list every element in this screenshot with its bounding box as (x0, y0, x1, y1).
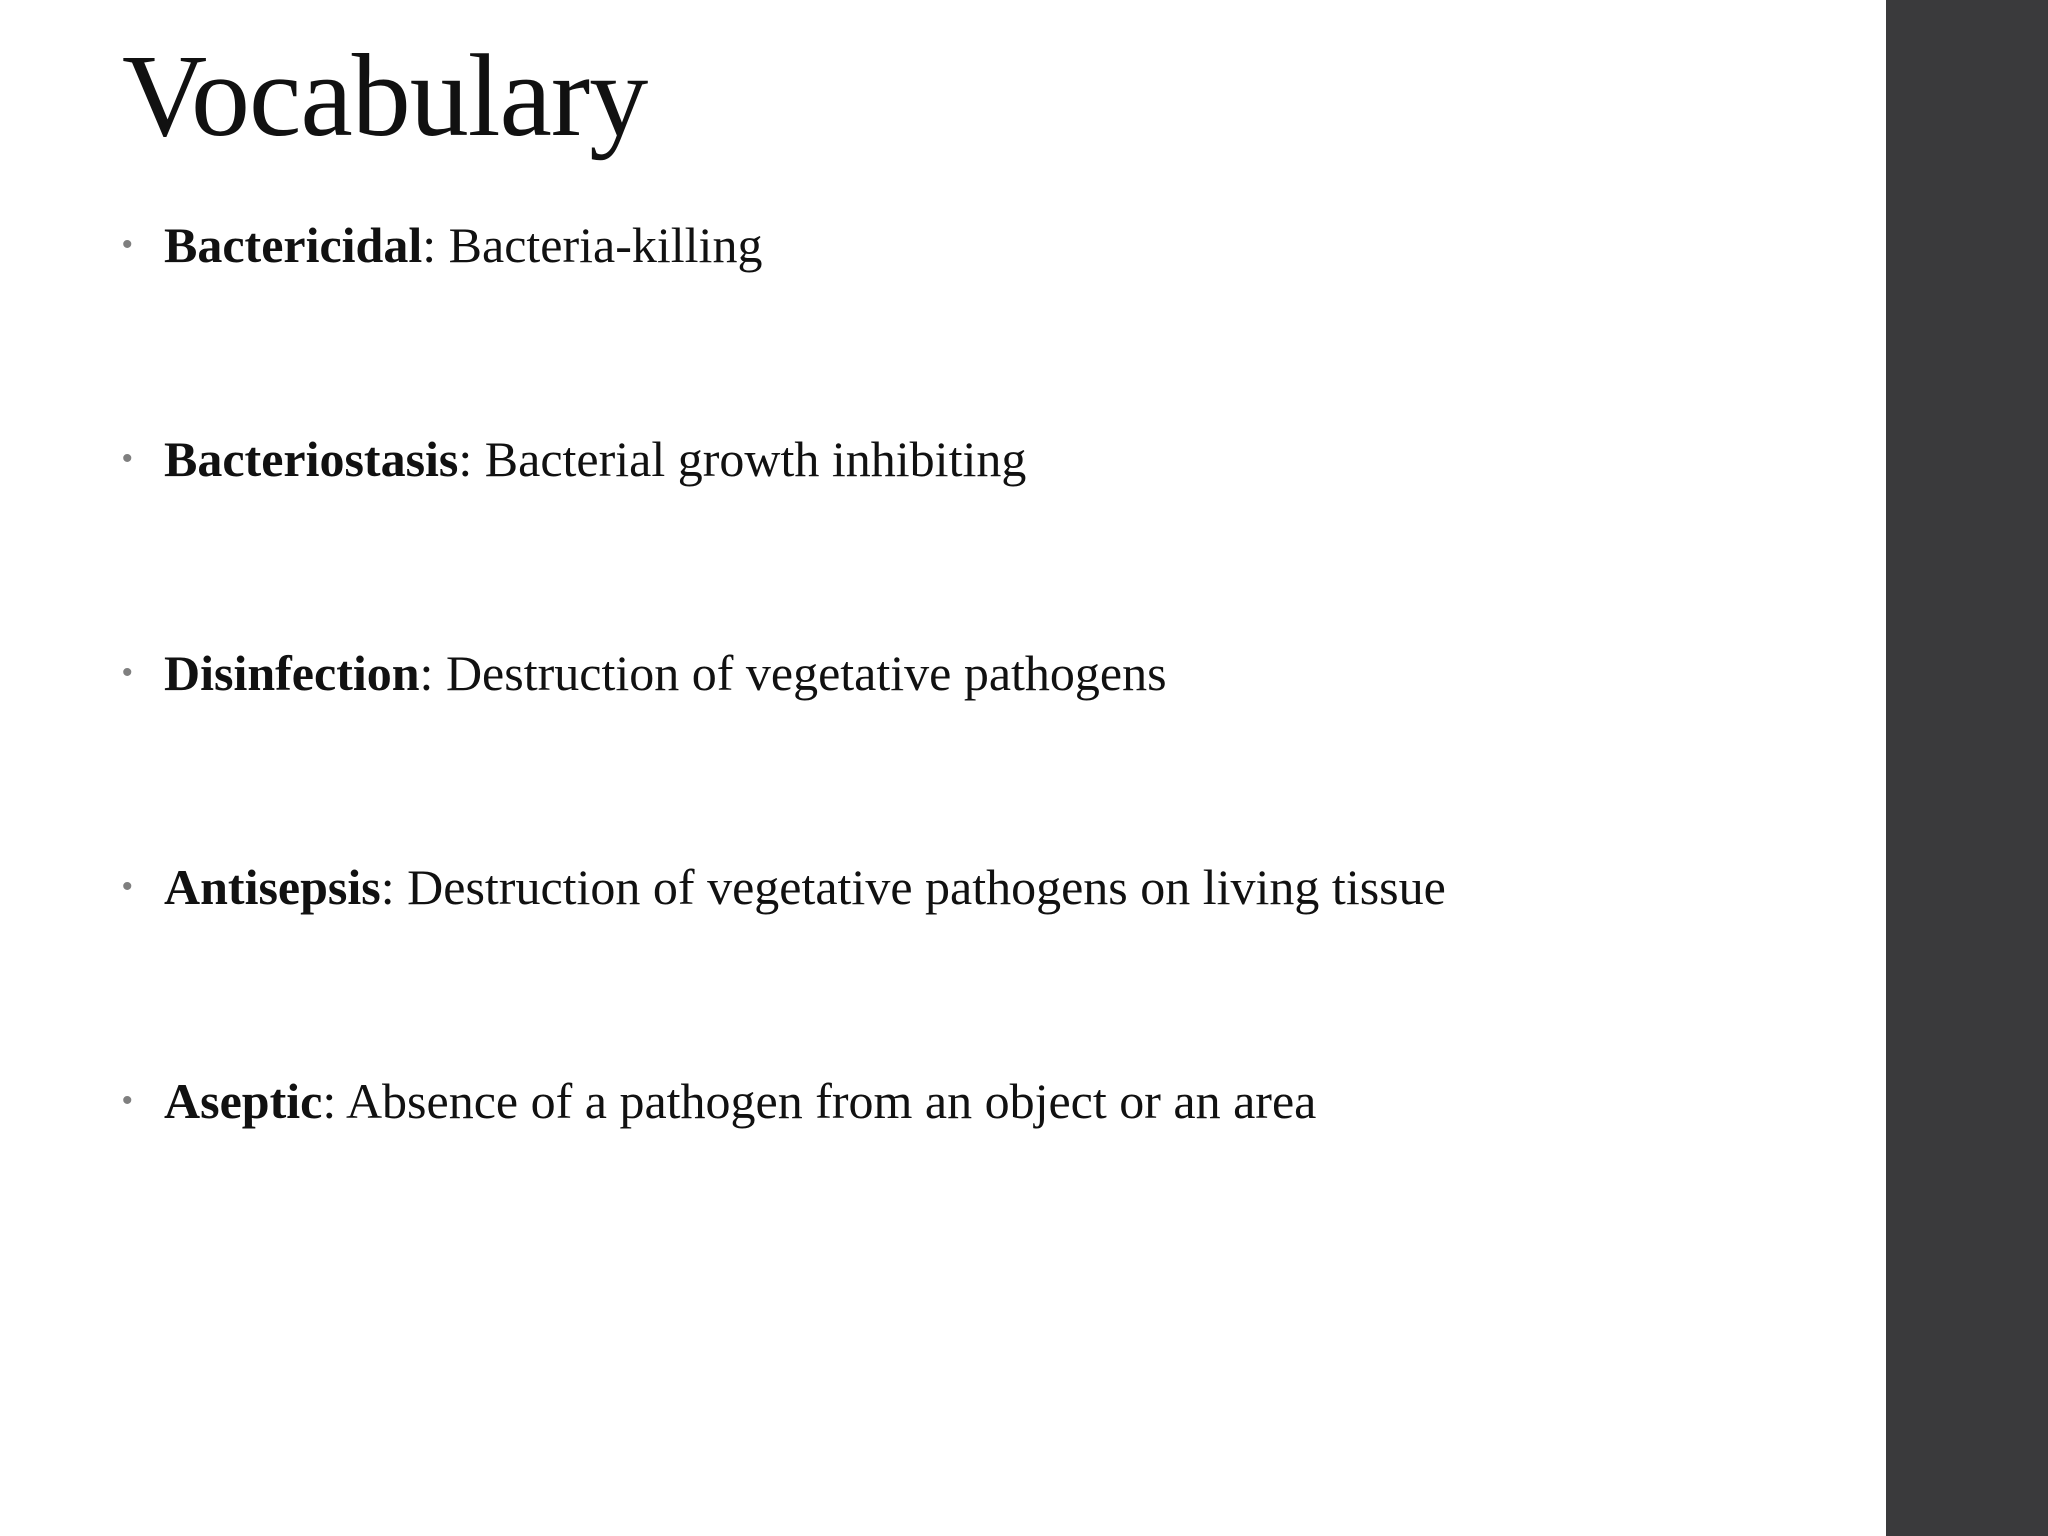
vocabulary-entry (164, 210, 762, 280)
vocabulary-definition: Destruction of vegetative pathogens (445, 645, 1167, 701)
slide-title: Vocabulary (122, 30, 648, 161)
bullet-icon: • (122, 870, 133, 903)
term-separator: : (419, 645, 446, 701)
bullet-icon: • (122, 656, 133, 689)
bullet-icon: • (122, 1084, 133, 1117)
term-separator: : (322, 1073, 346, 1129)
vocabulary-term: Aseptic (164, 1073, 323, 1129)
decorative-side-bar (1886, 0, 2048, 1536)
vocabulary-item-bactericidal (122, 210, 1822, 280)
vocabulary-term: Bacteriostasis (164, 431, 459, 487)
vocabulary-item-aseptic (122, 1066, 1822, 1136)
vocabulary-entry (164, 424, 1026, 494)
vocabulary-term: Antisepsis (164, 859, 381, 915)
term-separator: : (458, 431, 485, 487)
term-separator: : (380, 859, 408, 915)
vocabulary-entry (164, 638, 1167, 708)
vocabulary-term: Bactericidal (164, 217, 423, 273)
vocabulary-term: Disinfection (164, 645, 420, 701)
vocabulary-item-disinfection (122, 638, 1822, 708)
vocabulary-entry (164, 852, 1446, 922)
vocabulary-definition: Absence of a pathogen from an object or an area (345, 1073, 1317, 1129)
vocabulary-item-bacteriostasis (122, 424, 1822, 494)
vocabulary-definition: Destruction of vegetative pathogens on living tissue (407, 859, 1446, 915)
bullet-icon: • (122, 228, 133, 261)
vocabulary-definition: Bacteria-killing (448, 217, 763, 273)
vocabulary-item-antisepsis (122, 852, 1822, 922)
term-separator: : (422, 217, 449, 273)
bullet-icon: • (122, 442, 133, 475)
vocabulary-entry (164, 1066, 1316, 1136)
vocabulary-definition: Bacterial growth inhibiting (484, 431, 1027, 487)
